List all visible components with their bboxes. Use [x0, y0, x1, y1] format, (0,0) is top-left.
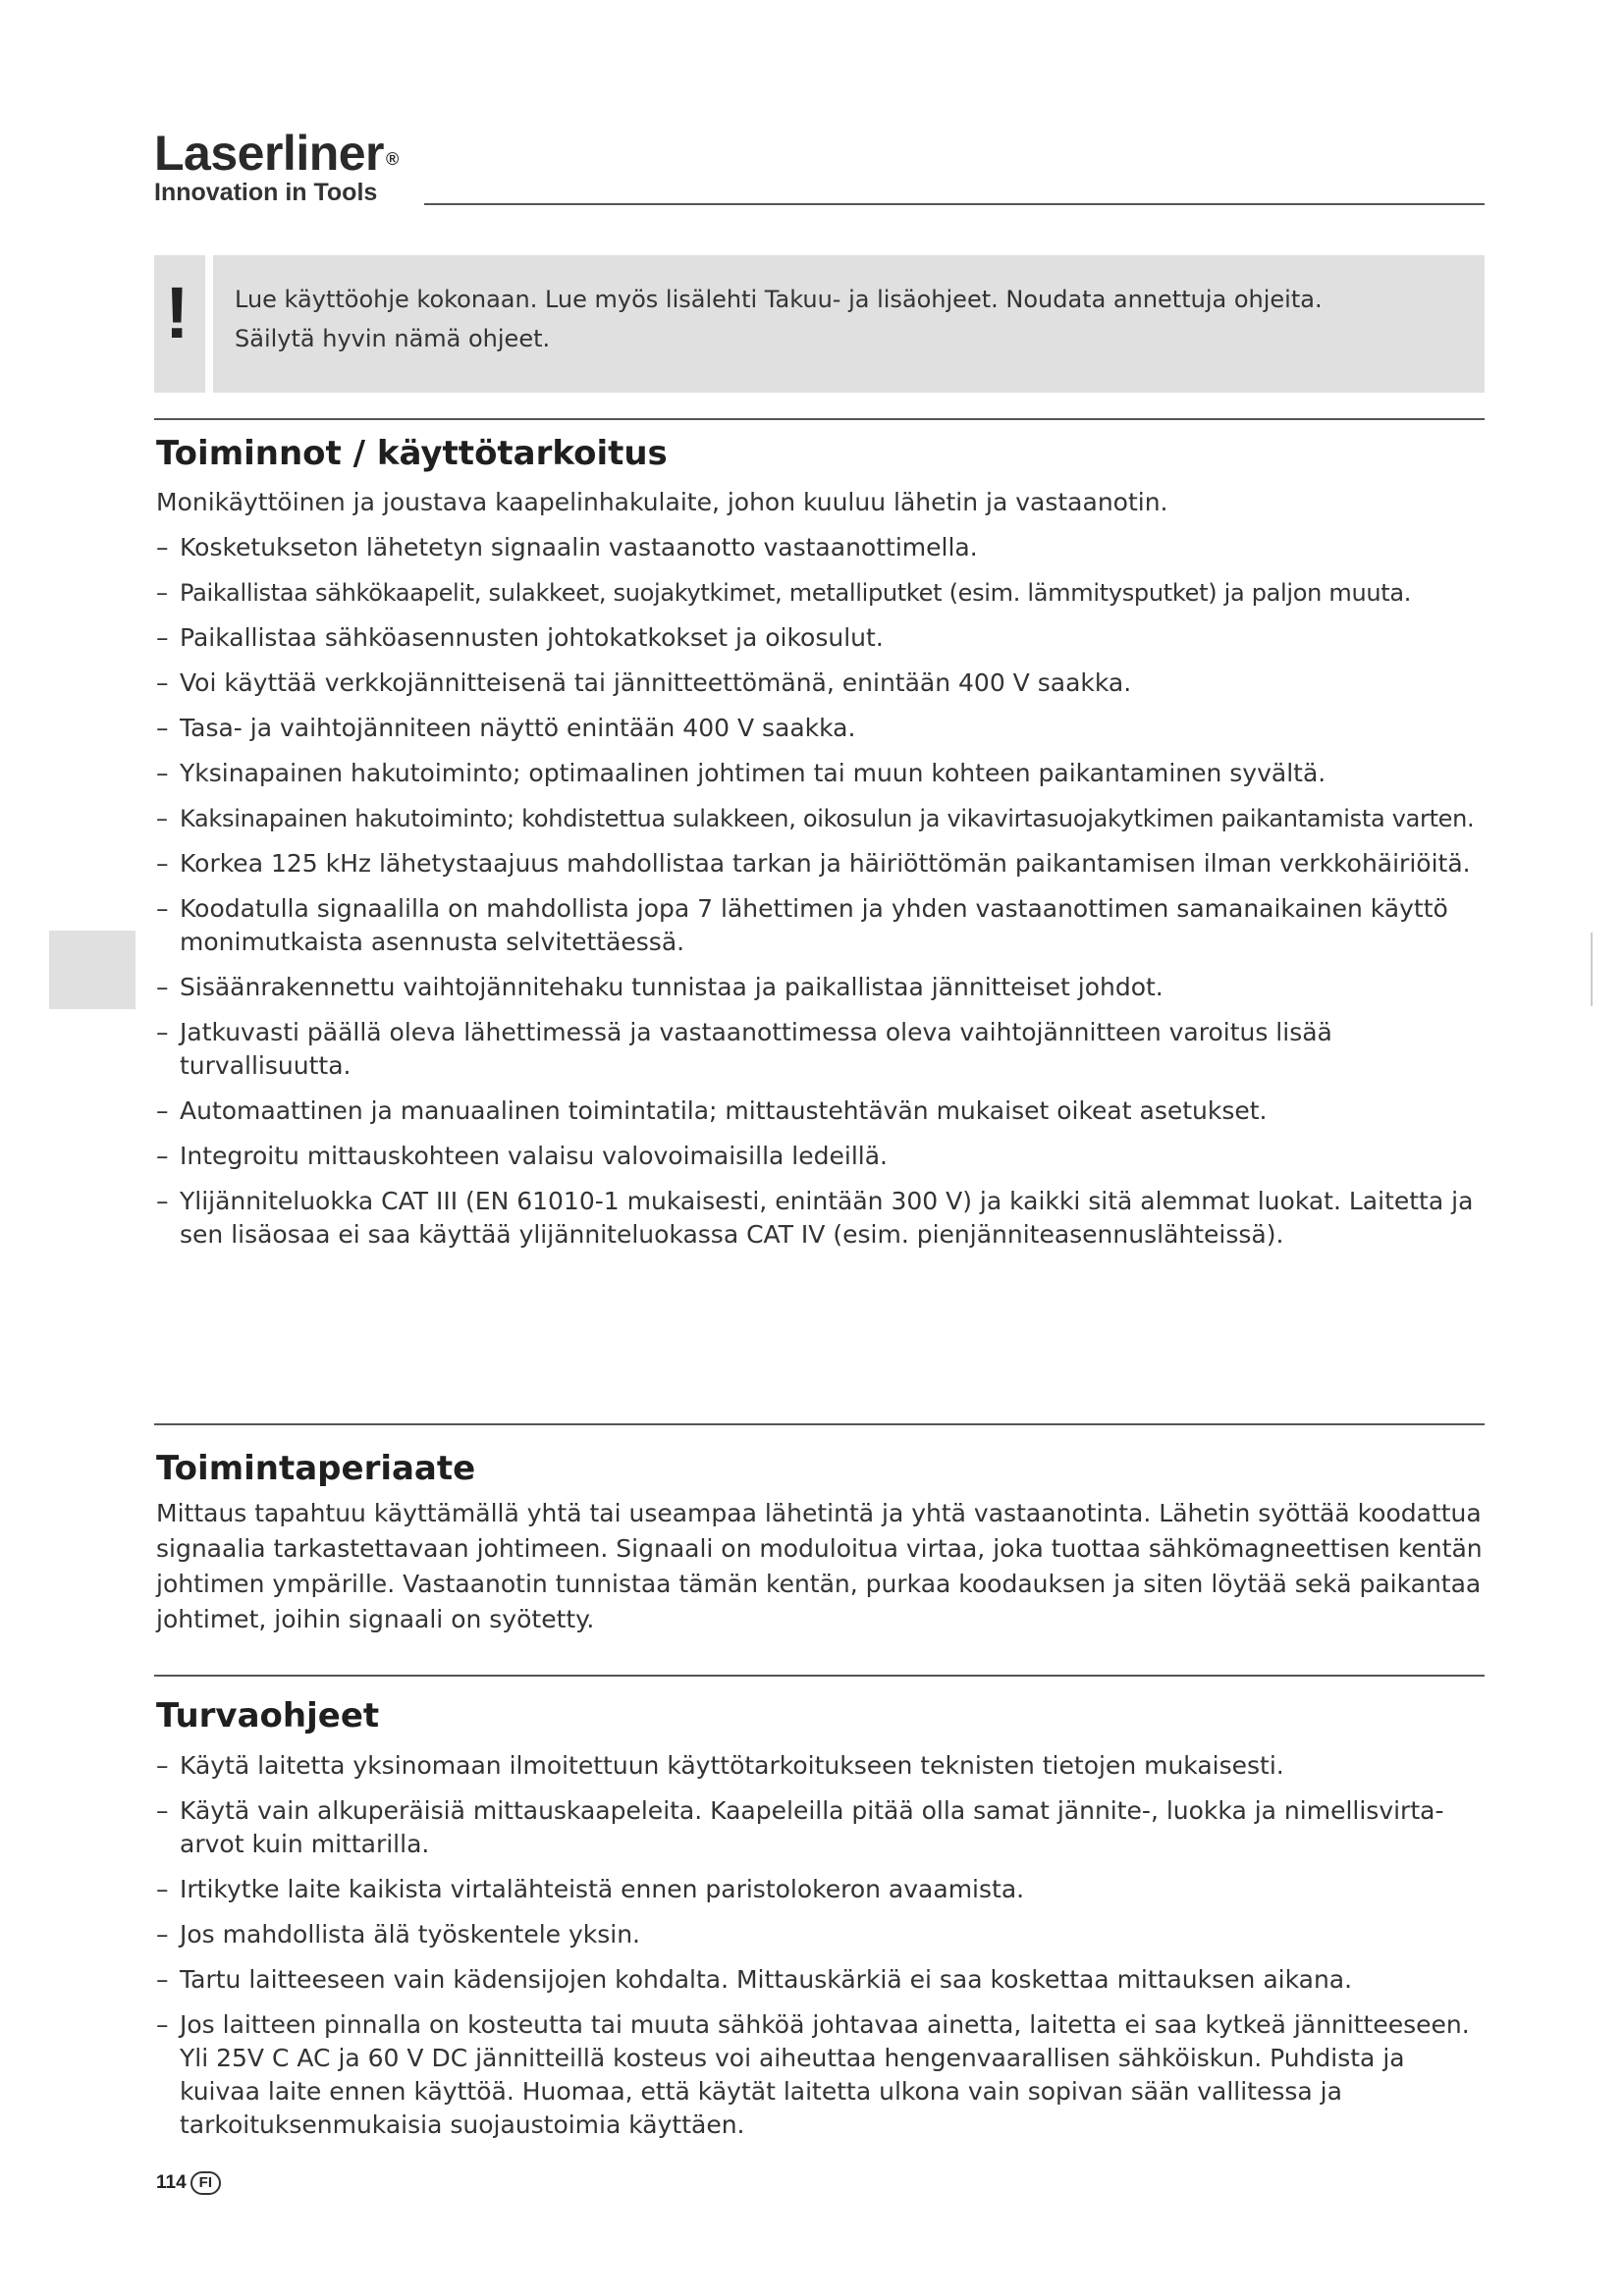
- warning-symbol: !: [165, 272, 189, 353]
- warning-icon: [154, 255, 205, 393]
- principle-text: Mittaus tapahtuu käyttämällä yhtä tai useampaa lähetintä ja yhtä vastaanotinta. Lähetin syöttää koodattua signaalia tarkastettavaan johtimeen. Signaali on moduloitua virtaa, joka tuottaa sähkömagneettisen kentän johtimen ympärille. Vastaanotin tunnistaa tämän kentän, purkaa koodauksen ja siten löytää sekä paikantaa johtimet, joihin signaali on syötetty.: [156, 1499, 1483, 1633]
- list-item: – Jos mahdollista älä työskentele yksin.: [156, 1918, 1491, 1951]
- list-item: – Korkea 125 kHz lähetystaajuus mahdollistaa tarkan ja häiriöttömän paikantamisen ilman verkkohäiriöitä.: [156, 847, 1491, 881]
- header-rule: [424, 203, 1485, 205]
- side-line-marker: [1591, 933, 1593, 1006]
- list-item: – Jos laitteen pinnalla on kosteutta tai muuta sähköä johtavaa ainetta, laitetta ei saa kytkeä jännitteeseen. Yli 25V C AC ja 60 V DC jännitteillä kosteus voi aiheuttaa hengenvaarallisen sähköiskun. Puhdista ja kuivaa laite ennen käyttöä. Huomaa, että käytät laitetta ulkona vain sopivan sään vallitessa ja tarkoituksenmukaisia suojaustoimia käyttäen.: [156, 2008, 1491, 2142]
- list-item: – Voi käyttää verkkojännitteisenä tai jännitteettömänä, enintään 400 V saakka.: [156, 667, 1491, 700]
- safety-list: [156, 1749, 1491, 2154]
- page-footer: [156, 2170, 221, 2196]
- list-item: – Automaattinen ja manuaalinen toimintatila; mittaustehtävän mukaiset oikeat asetukset.: [156, 1095, 1491, 1128]
- functions-intro: Monikäyttöinen ja joustava kaapelinhakulaite, johon kuuluu lähetin ja vastaanotin.: [156, 488, 1168, 516]
- list-item: – Integroitu mittauskohteen valaisu valovoimaisilla ledeillä.: [156, 1140, 1491, 1173]
- list-item: – Sisäänrakennettu vaihtojännitehaku tunnistaa ja paikallistaa jännitteiset johdot.: [156, 971, 1491, 1004]
- notice-text: [235, 280, 1467, 358]
- list-item: – Käytä vain alkuperäisiä mittauskaapeleita. Kaapeleilla pitää olla samat jännite-, luokka ja nimellisvirta-arvot kuin mittarilla.: [156, 1794, 1491, 1861]
- list-item: – Jatkuvasti päällä oleva lähettimessä ja vastaanottimessa oleva vaihtojännitteen varoitus lisää turvallisuutta.: [156, 1016, 1491, 1083]
- list-item: – Paikallistaa sähköasennusten johtokatkokset ja oikosulut.: [156, 621, 1491, 655]
- page-number: 114: [156, 2172, 187, 2193]
- notice-box: [154, 255, 1485, 393]
- list-item: – Yksinapainen hakutoiminto; optimaalinen johtimen tai muun kohteen paikantaminen syvältä.: [156, 757, 1491, 790]
- brand-tagline: Innovation in Tools: [154, 179, 378, 206]
- side-tab-marker: [49, 931, 135, 1009]
- list-item: – Käytä laitetta yksinomaan ilmoitettuun käyttötarkoitukseen teknisten tietojen mukaisesti.: [156, 1749, 1491, 1783]
- language-badge: FI: [190, 2171, 221, 2195]
- list-item: – Koodatulla signaalilla on mahdollista jopa 7 lähettimen ja yhden vastaanottimen samanaikainen käyttö monimutkaista asennusta selvitettäessä.: [156, 892, 1491, 959]
- notice-panel: [213, 255, 1485, 393]
- notice-line: Lue käyttöohje kokonaan. Lue myös lisälehti Takuu- ja lisäohjeet. Noudata annettuja ohjeita.: [235, 286, 1323, 313]
- list-item: – Tasa- ja vaihtojänniteen näyttö enintään 400 V saakka.: [156, 712, 1491, 745]
- list-item: – Kaksinapainen hakutoiminto; kohdistettua sulakkeen, oikosulun ja vikavirtasuojakytkimen paikantamista varten.: [156, 802, 1491, 835]
- brand-name: Laserliner: [154, 126, 385, 181]
- list-item: – Kosketukseton lähetetyn signaalin vastaanotto vastaanottimella.: [156, 531, 1491, 564]
- notice-line: Säilytä hyvin nämä ohjeet.: [235, 325, 551, 352]
- brand-logo: [154, 126, 399, 206]
- list-item: – Paikallistaa sähkökaapelit, sulakkeet, suojakytkimet, metalliputket (esim. lämmitysputket) ja paljon muuta.: [156, 576, 1491, 610]
- functions-heading: Toiminnot / käyttötarkoitus: [156, 434, 668, 473]
- safety-heading: Turvaohjeet: [156, 1696, 380, 1735]
- list-item: – Irtikytke laite kaikista virtalähteistä ennen paristolokeron avaamista.: [156, 1873, 1491, 1906]
- registered-mark: ®: [386, 149, 399, 169]
- list-item: – Ylijänniteluokka CAT III (EN 61010-1 mukaisesti, enintään 300 V) ja kaikki sitä alemmat luokat. Laitetta ja sen lisäosaa ei saa käyttää ylijänniteluokassa CAT IV (esim. pienjänniteasennuslähteissä).: [156, 1185, 1491, 1252]
- list-item: – Tartu laitteeseen vain kädensijojen kohdalta. Mittauskärkiä ei saa koskettaa mittauksen aikana.: [156, 1963, 1491, 1997]
- section-rule: [154, 1675, 1485, 1677]
- functions-list: [156, 531, 1491, 1263]
- principle-heading: Toimintaperiaate: [156, 1449, 476, 1488]
- section-rule: [154, 418, 1485, 420]
- section-rule: [154, 1423, 1485, 1425]
